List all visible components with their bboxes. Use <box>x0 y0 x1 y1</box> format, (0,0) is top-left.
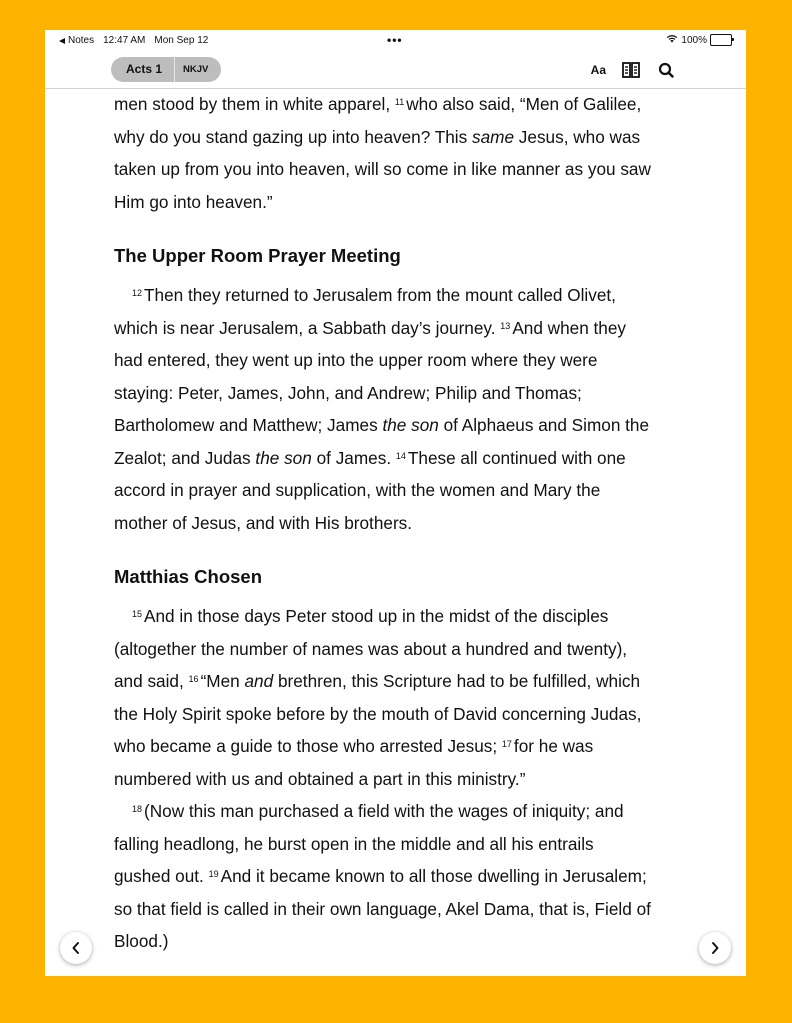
verse-text: mother of Jesus, and with His brothers. <box>114 512 413 533</box>
verse-text: Jesus, who was <box>514 126 641 147</box>
verse-text: accord in prayer and supplication, with the women and Mary the <box>114 480 601 500</box>
verse-text: for he was <box>513 736 594 756</box>
text-line <box>114 442 684 475</box>
verse-text: And when they <box>512 317 627 338</box>
ipad-screen <box>45 30 746 976</box>
font-size-icon[interactable]: Aa <box>590 63 606 77</box>
status-bar <box>45 30 746 50</box>
verse-text: which is near Jerusalem, a Sabbath day’s journey. <box>114 317 501 338</box>
verse-text: Then they returned to Jerusalem from the mount called Olivet, <box>144 285 616 305</box>
verse-number[interactable]: 19 <box>208 869 219 879</box>
verse-text: Blood.) <box>114 931 169 951</box>
section-heading: The Upper Room Prayer Meeting <box>114 245 401 266</box>
verse-text: And in those days Peter stood up in the midst of the disciples <box>144 606 609 626</box>
verse-text: Zealot; and Judas <box>114 447 256 468</box>
verse-text: brethren, this Scripture had to be fulfilled, which <box>273 671 641 691</box>
verse-text: numbered with us and obtained a part in this ministry.” <box>114 768 526 789</box>
text-line <box>114 763 684 796</box>
back-to-app[interactable] <box>59 35 94 46</box>
verse-text: staying: Peter, James, John, and Andrew; Philip and Thomas; <box>114 382 582 403</box>
verse-text: the Holy Spirit spoke before by the mouth of David concerning Judas, <box>114 703 642 724</box>
italic-text: and <box>244 671 274 691</box>
text-line <box>114 312 684 345</box>
verse-text: Bartholomew and Matthew; James <box>114 415 383 435</box>
text-line <box>114 409 684 442</box>
verse-text: Him go into heaven.” <box>114 191 273 212</box>
version-button[interactable]: NKJV <box>183 64 209 75</box>
parallel-reading-icon[interactable] <box>621 60 641 80</box>
text-line <box>114 474 684 507</box>
book-chapter-button[interactable]: Acts 1 <box>111 57 175 82</box>
text-line <box>114 893 684 926</box>
verse-text: And it became known to all those dwelling in Jerusalem; <box>220 866 647 886</box>
verse-text: and said, <box>114 671 189 691</box>
text-line <box>114 925 684 958</box>
verse-text: (Now this man purchased a field with the wages of iniquity; and <box>144 801 624 821</box>
text-line <box>114 665 684 698</box>
status-time: 12:47 AM <box>103 35 146 46</box>
verse-number[interactable]: 16 <box>188 674 199 684</box>
back-arrow-icon <box>59 38 65 44</box>
text-line <box>114 344 684 377</box>
verse-text: falling headlong, he burst open in the middle and all his entrails <box>114 833 594 854</box>
verse-number[interactable]: 15 <box>132 609 143 619</box>
verse-number[interactable]: 12 <box>132 288 143 298</box>
search-icon[interactable] <box>656 60 676 80</box>
text-line <box>114 507 684 540</box>
text-line <box>114 698 684 731</box>
text-line <box>114 600 684 633</box>
italic-text: same <box>472 126 515 147</box>
verse-text: gushed out. <box>114 866 209 886</box>
section-heading: Matthias Chosen <box>114 566 263 587</box>
verse-text: “Men <box>200 671 245 691</box>
passage-selector <box>111 57 221 82</box>
paragraph <box>114 600 684 958</box>
verse-text: of James. <box>311 447 396 468</box>
verse-number[interactable]: 18 <box>132 804 143 814</box>
text-line <box>114 633 684 666</box>
verse-text: why do you stand gazing up into heaven? This <box>114 126 472 147</box>
paragraph <box>114 279 684 539</box>
battery-icon <box>710 34 732 46</box>
italic-text: the son <box>255 447 312 468</box>
text-line <box>114 795 684 828</box>
verse-text: so that field is called in their own language, Akel Dama, that is, Field of <box>114 898 651 919</box>
text-line <box>114 153 684 186</box>
text-line <box>114 121 684 154</box>
back-app-label: Notes <box>68 35 95 46</box>
wifi-icon <box>666 34 678 46</box>
verse-number[interactable]: 13 <box>500 320 511 331</box>
text-line <box>114 186 684 219</box>
verse-text: These all continued with one <box>407 447 626 468</box>
verse-number[interactable]: 17 <box>501 739 512 749</box>
battery-percent: 100% <box>681 34 707 46</box>
chevron-right-icon <box>710 941 720 955</box>
previous-chapter-button[interactable] <box>60 932 92 964</box>
paragraph <box>114 88 684 218</box>
verse-text: who became a guide to those who arrested Jesus; <box>114 736 502 756</box>
verse-text: taken up from you into heaven, will so come in like manner as you saw <box>114 159 651 179</box>
text-line <box>114 730 684 763</box>
verse-text: had entered, they went up into the upper room where they were <box>114 350 598 370</box>
next-chapter-button[interactable] <box>699 932 731 964</box>
chevron-left-icon <box>71 941 81 955</box>
text-line <box>114 828 684 861</box>
verse-text: (altogether the number of names was about a hundred and twenty), <box>114 638 628 659</box>
verse-number[interactable]: 14 <box>395 450 406 461</box>
verse-text: men stood by them in white apparel, <box>114 94 395 114</box>
verse-number[interactable]: 11 <box>394 97 405 107</box>
italic-text: the son <box>382 415 439 435</box>
reader-toolbar <box>45 50 746 89</box>
multitasking-dots[interactable]: ••• <box>387 33 403 47</box>
verse-text: of Alphaeus and Simon the <box>438 415 650 435</box>
status-date: Mon Sep 12 <box>154 35 209 46</box>
text-line <box>114 377 684 410</box>
verse-text: who also said, “Men of Galilee, <box>406 94 642 114</box>
text-line <box>114 860 684 893</box>
bible-passage <box>114 88 684 958</box>
text-line <box>114 279 684 312</box>
text-line <box>114 88 684 121</box>
